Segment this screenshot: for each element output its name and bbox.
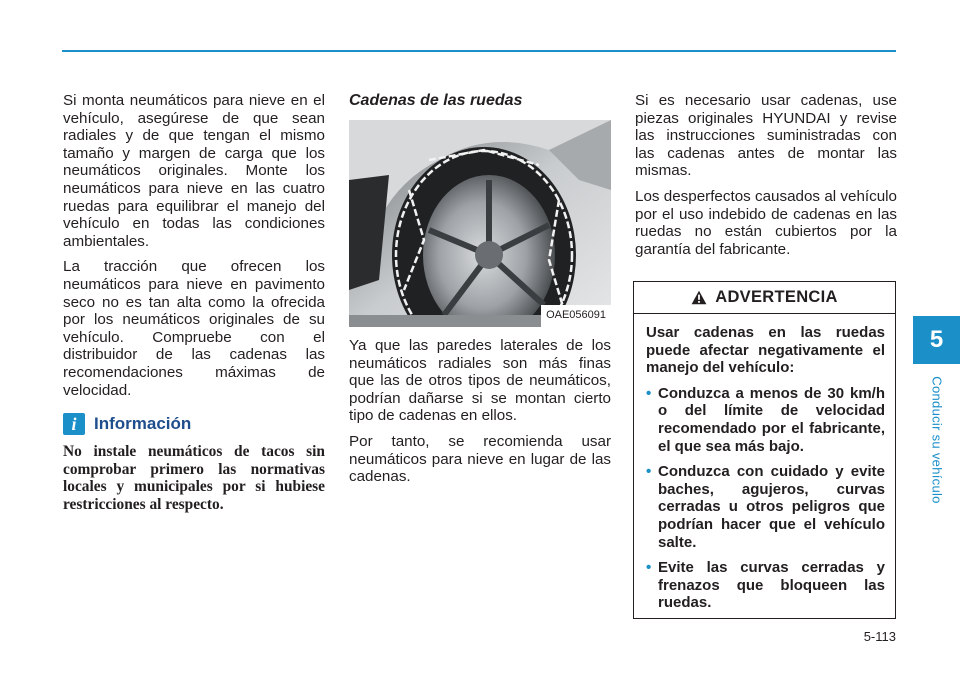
warning-box — [633, 281, 896, 619]
page-number: 5-113 — [863, 629, 896, 644]
info-heading — [63, 413, 325, 435]
bullet-icon: • — [646, 463, 652, 481]
column-middle — [349, 92, 611, 494]
bullet-icon: • — [646, 559, 652, 577]
column-right — [635, 92, 897, 266]
warning-title: ADVERTENCIA — [715, 288, 838, 306]
tire-chain-illustration — [349, 120, 611, 327]
bullet-icon: • — [646, 384, 652, 402]
wheel-with-chain-drawing — [349, 120, 611, 327]
paragraph-sidewalls: Ya que las paredes laterales de los neumáticos radiales son más finas que las de otros tipos de neumáticos, podrían dañarse si se montan cierto tipo de cadenas en ellos. — [349, 337, 611, 425]
warning-header — [634, 282, 895, 314]
paragraph-warranty: Los desperfectos causados al vehículo por el uso indebido de cadenas en las ruedas no están cubiertos por la garantía del fabricante. — [635, 187, 897, 258]
warning-intro: Usar cadenas en las ruedas puede afectar negativamente el manejo del vehículo: — [646, 324, 885, 377]
info-body: No instale neumáticos de tacos sin comprobar primero las normativas locales y municipales por si hubiese restricciones al respecto. — [63, 443, 325, 513]
info-title: Información — [94, 414, 192, 434]
warning-body — [634, 314, 895, 612]
warning-triangle-icon — [691, 290, 707, 305]
figure-code: OAE056091 — [541, 305, 611, 327]
warning-list — [646, 385, 885, 612]
warning-item: • Conduzca con cuidado y evite baches, agujeros, curvas cerradas u otros peligros que podrían hacer que el vehículo salte. — [646, 463, 885, 551]
chapter-label — [927, 372, 947, 508]
paragraph-recommend: Por tanto, se recomienda usar neumáticos para nieve en lugar de las cadenas. — [349, 432, 611, 486]
chapter-tab: 5 — [913, 316, 960, 364]
column-left — [63, 92, 325, 521]
info-icon: i — [63, 413, 85, 435]
section-title: Cadenas de las ruedas — [349, 92, 523, 109]
warning-item: • Evite las curvas cerradas y frenazos que bloqueen las ruedas. — [646, 559, 885, 612]
paragraph-snow-tires: Si monta neumáticos para nieve en el vehículo, asegúrese de que sean radiales y de que tengan el mismo tamaño y margen de carga que los neumáticos originales. Monte los neumáticos para nieve en las cuatro ruedas para equilibrar el manejo del vehículo en todas las condiciones ambientales. — [63, 92, 325, 250]
paragraph-traction: La tracción que ofrecen los neumáticos para nieve en pavimento seco no es tan alta como la ofrecida por los neumáticos originales de su vehículo. Compruebe con el distribuidor de las cadenas las recomendaciones máximas de velocidad. — [63, 258, 325, 399]
top-rule — [62, 50, 896, 52]
warning-item: • Conduzca a menos de 30 km/h o del límite de velocidad recomendado por el fabricante, el que sea más bajo. — [646, 384, 885, 455]
paragraph-original-parts: Si es necesario usar cadenas, use piezas originales HYUNDAI y revise las instrucciones suministradas con las cadenas antes de montar las mismas. — [635, 92, 897, 180]
chapter-label-text: Conducir su vehículo — [929, 376, 945, 504]
